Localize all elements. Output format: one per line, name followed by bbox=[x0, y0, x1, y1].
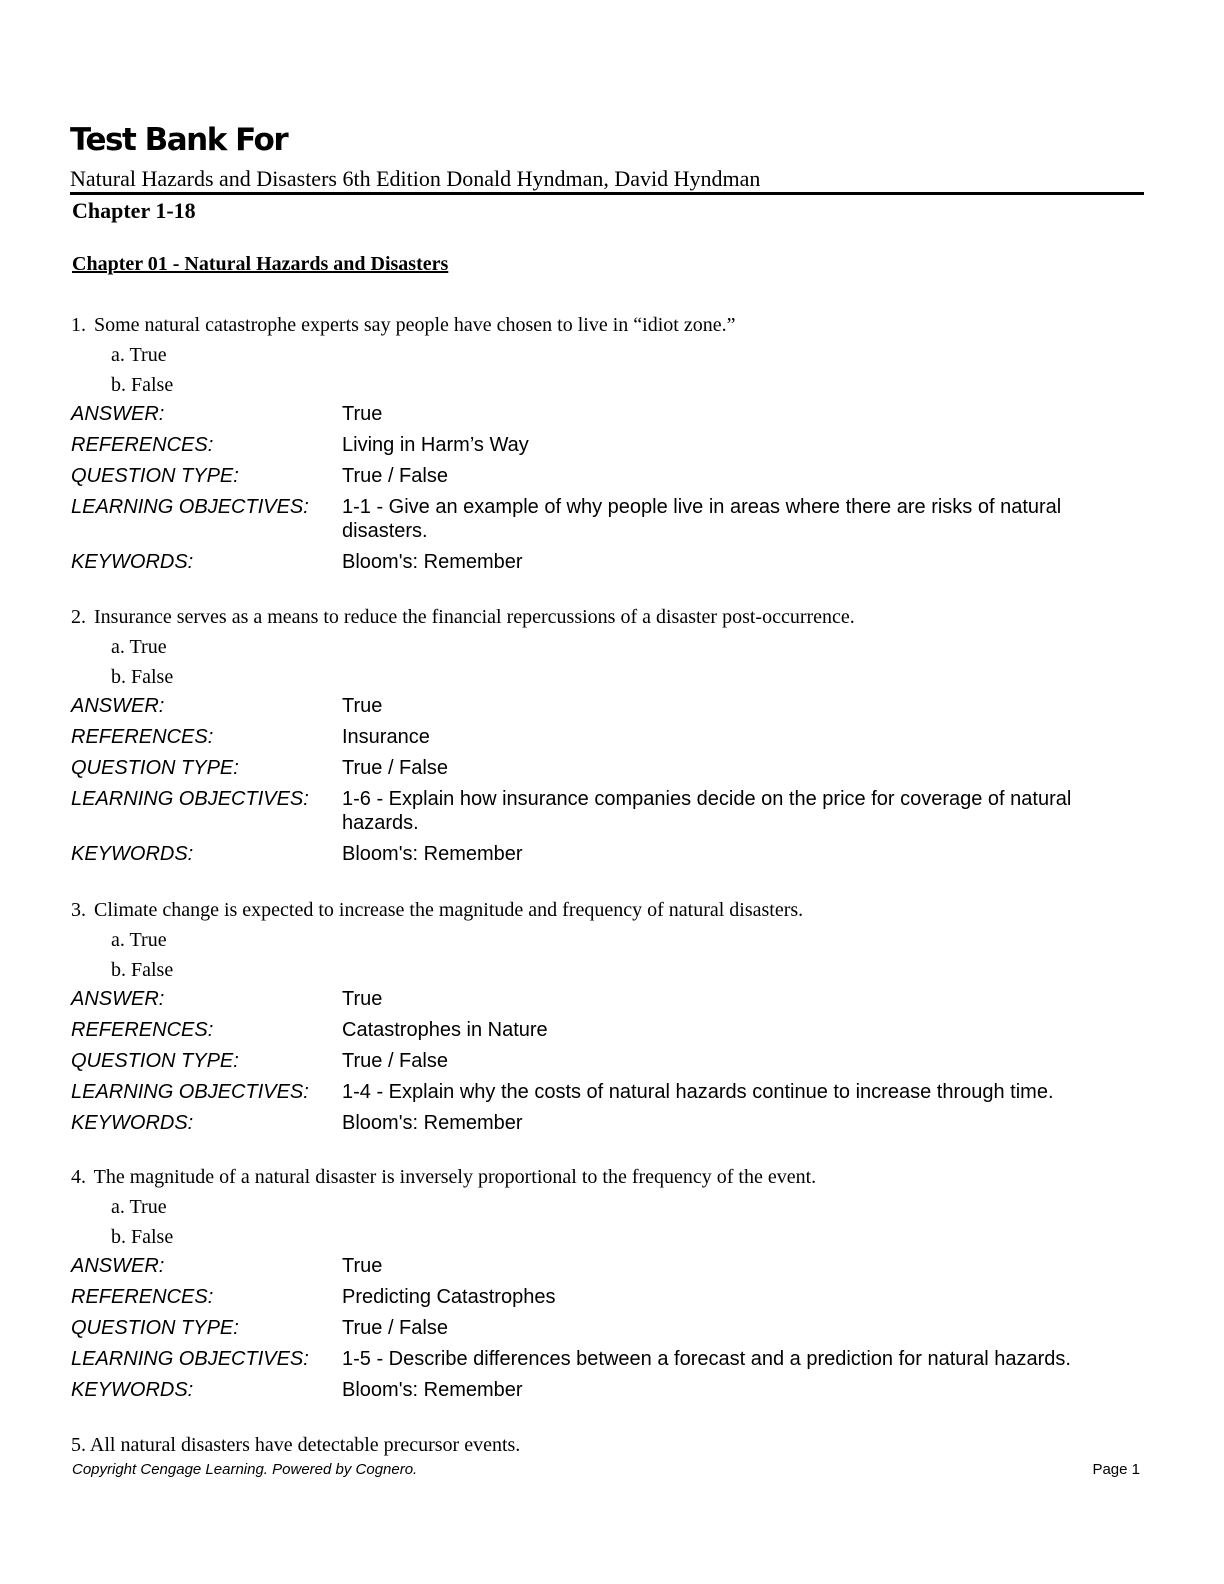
question-prompt: Some natural catastrophe experts say people have chosen to live in “idiot zone.” bbox=[94, 314, 736, 336]
learning-objectives-label: LEARNING OBJECTIVES: bbox=[71, 496, 309, 518]
question-text bbox=[71, 312, 1151, 338]
header-rule bbox=[70, 192, 1144, 195]
answer-label: ANSWER: bbox=[71, 1255, 165, 1277]
references-label: REFERENCES: bbox=[71, 726, 214, 748]
answer-value: True bbox=[342, 403, 383, 425]
references-label: REFERENCES: bbox=[71, 1019, 214, 1041]
learning-objectives-label: LEARNING OBJECTIVES: bbox=[71, 788, 309, 810]
question-block bbox=[71, 897, 1151, 1142]
keywords-label: KEYWORDS: bbox=[71, 843, 194, 865]
option-a: a. True bbox=[111, 929, 167, 951]
chapter-range: Chapter 1-18 bbox=[72, 198, 196, 223]
learning-objectives-label: LEARNING OBJECTIVES: bbox=[71, 1081, 309, 1103]
option-b: b. False bbox=[111, 666, 174, 688]
references-value: Predicting Catastrophes bbox=[342, 1286, 556, 1308]
question-metadata bbox=[71, 987, 1151, 1135]
chapter-heading: Chapter 01 - Natural Hazards and Disasters bbox=[72, 253, 449, 275]
question-metadata bbox=[71, 694, 1151, 866]
question-text bbox=[71, 1164, 1151, 1190]
question-type-value: True / False bbox=[342, 465, 448, 487]
question-type-label: QUESTION TYPE: bbox=[71, 465, 239, 487]
answer-label: ANSWER: bbox=[71, 695, 165, 717]
keywords-value: Bloom's: Remember bbox=[342, 843, 523, 865]
answer-value: True bbox=[342, 1255, 383, 1277]
question-type-label: QUESTION TYPE: bbox=[71, 1050, 239, 1072]
question-number: 2. bbox=[71, 606, 86, 628]
question-type-value: True / False bbox=[342, 1050, 448, 1072]
question-metadata bbox=[71, 1254, 1151, 1402]
question-type-value: True / False bbox=[342, 1317, 448, 1339]
answer-value: True bbox=[342, 988, 383, 1010]
keywords-label: KEYWORDS: bbox=[71, 551, 194, 573]
answer-label: ANSWER: bbox=[71, 403, 165, 425]
question-text bbox=[71, 1432, 520, 1458]
answer-value: True bbox=[342, 695, 383, 717]
learning-objectives-label: LEARNING OBJECTIVES: bbox=[71, 1348, 309, 1370]
question-prompt: The magnitude of a natural disaster is inversely proportional to the frequency of the event. bbox=[93, 1166, 817, 1188]
question-block bbox=[71, 604, 1151, 873]
keywords-value: Bloom's: Remember bbox=[342, 1379, 523, 1401]
question-block bbox=[71, 1164, 1151, 1409]
references-label: REFERENCES: bbox=[71, 1286, 214, 1308]
question-text bbox=[71, 897, 1151, 923]
question-type-label: QUESTION TYPE: bbox=[71, 757, 239, 779]
option-b: b. False bbox=[111, 374, 174, 396]
keywords-label: KEYWORDS: bbox=[71, 1379, 194, 1401]
option-b: b. False bbox=[111, 959, 174, 981]
keywords-value: Bloom's: Remember bbox=[342, 551, 523, 573]
question-type-value: True / False bbox=[342, 757, 448, 779]
keywords-label: KEYWORDS: bbox=[71, 1112, 194, 1134]
learning-objectives-value: 1-1 - Give an example of why people live in areas where there are risks of natural disasters. bbox=[342, 496, 1062, 542]
option-a: a. True bbox=[111, 1196, 167, 1218]
option-a: a. True bbox=[111, 344, 167, 366]
references-value: Catastrophes in Nature bbox=[342, 1019, 548, 1041]
learning-objectives-value: 1-5 - Describe differences between a forecast and a prediction for natural hazards. bbox=[342, 1348, 1071, 1370]
question-prompt: Climate change is expected to increase the magnitude and frequency of natural disasters. bbox=[94, 899, 804, 921]
question-number: 1. bbox=[71, 314, 86, 336]
question-type-label: QUESTION TYPE: bbox=[71, 1317, 239, 1339]
document-title: Test Bank For bbox=[70, 122, 288, 158]
option-a: a. True bbox=[111, 636, 167, 658]
question-number: 5. bbox=[71, 1434, 86, 1456]
references-label: REFERENCES: bbox=[71, 434, 214, 456]
option-b: b. False bbox=[111, 1226, 174, 1248]
question-prompt: All natural disasters have detectable precursor events. bbox=[89, 1434, 521, 1456]
question-text bbox=[71, 604, 1151, 630]
keywords-value: Bloom's: Remember bbox=[342, 1112, 523, 1134]
question-prompt: Insurance serves as a means to reduce the financial repercussions of a disaster post-occurrence. bbox=[94, 606, 855, 628]
question-metadata bbox=[71, 402, 1151, 574]
copyright-footer: Copyright Cengage Learning. Powered by Cognero. bbox=[72, 1461, 418, 1478]
learning-objectives-value: 1-6 - Explain how insurance companies decide on the price for coverage of natural hazards. bbox=[342, 788, 1072, 834]
references-value: Living in Harm’s Way bbox=[342, 434, 529, 456]
learning-objectives-value: 1-4 - Explain why the costs of natural hazards continue to increase through time. bbox=[342, 1081, 1054, 1103]
book-subtitle: Natural Hazards and Disasters 6th Edition Donald Hyndman, David Hyndman bbox=[70, 166, 761, 191]
answer-label: ANSWER: bbox=[71, 988, 165, 1010]
question-number: 4. bbox=[71, 1166, 86, 1188]
question-block bbox=[71, 312, 1151, 581]
page-number: Page 1 bbox=[1092, 1461, 1140, 1478]
references-value: Insurance bbox=[342, 726, 430, 748]
question-number: 3. bbox=[71, 899, 86, 921]
